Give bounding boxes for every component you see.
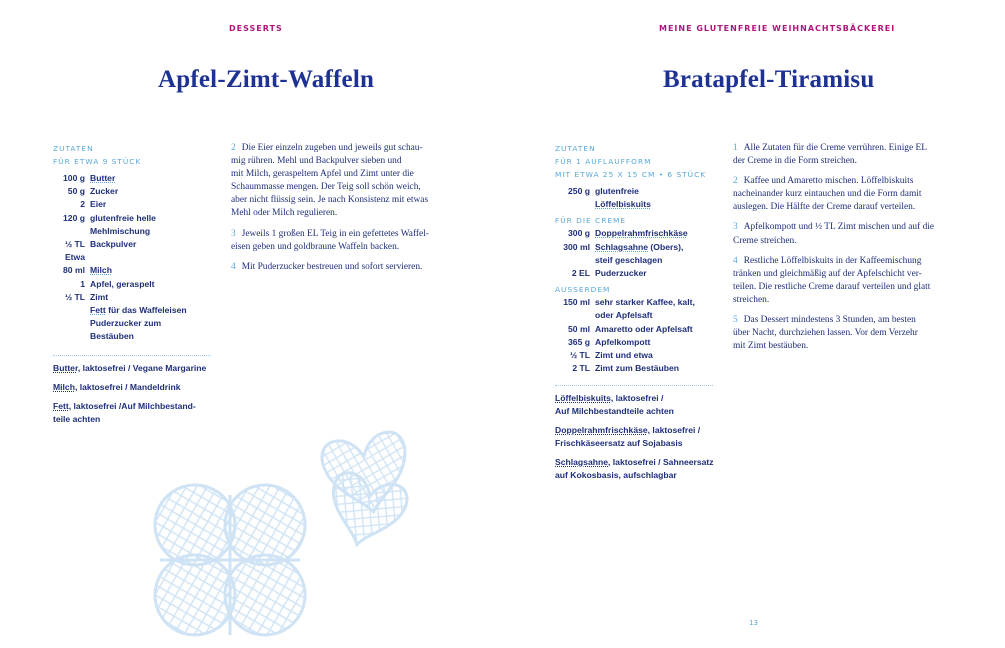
- step-number: 2: [733, 176, 738, 187]
- ingredient-name: Zimt: [90, 291, 109, 302]
- ingredient-row: [57, 278, 187, 291]
- left-recipe-title: Apfel-Zimt-Waffeln: [158, 66, 375, 93]
- ingredient-name: Eier: [90, 199, 107, 210]
- instruction-step: 2 Kaffee und Amaretto mischen. Löffelbiskuits nacheinander kurz eintauchen und die Form damit auslegen. Die Hälfte der Creme darauf verteilen.: [733, 176, 922, 213]
- ingredient-quantity: 300 g: [568, 228, 590, 239]
- ingredient-row: [57, 317, 187, 330]
- ingredient-row: [555, 362, 695, 375]
- ingredient-row: [561, 185, 651, 198]
- ingredient-row: [57, 264, 187, 277]
- ingredient-name: Doppelrahmfrischkäse: [595, 228, 688, 239]
- instruction-step: 2 Die Eier einzeln zugeben und jeweils gut schau- mig rühren. Mehl und Backpulver sieben und mit Milch, geraspeltem Apfel und Zimt unter die Schaummasse mengen. Der Teig soll schön weich, aber nicht flüssig sein. Je nach Konsistenz mit etwas Mehl oder Milch regulieren.: [231, 143, 429, 219]
- page-number: 13: [749, 619, 758, 627]
- ingredient-quantity: 2: [80, 199, 85, 210]
- ingredient-quantity: 50 ml: [568, 323, 590, 334]
- ingredient-quantity: [57, 304, 90, 317]
- ingredients-label: ZUTATEN: [53, 144, 94, 153]
- ingredient-quantity: Etwa: [64, 252, 85, 263]
- note-term: Fett: [53, 400, 69, 411]
- ingredient-row: [555, 254, 688, 267]
- ingredient-quantity: [57, 330, 90, 343]
- right-recipe-title: Bratapfel-Tiramisu: [663, 66, 875, 93]
- ingredient-name: Fett für das Waffeleisen: [90, 305, 187, 316]
- note-term: Löffelbiskuits: [555, 393, 611, 404]
- ingredients-label: ZUTATEN: [555, 144, 596, 153]
- ingredient-list: [561, 185, 651, 211]
- ingredient-name: Butter: [90, 173, 116, 183]
- left-ingredients-block: [53, 142, 223, 432]
- ingredient-quantity: 50 g: [67, 186, 85, 197]
- ingredient-quantity: 365 g: [568, 336, 590, 347]
- ingredient-name: Löffelbiskuits: [595, 199, 651, 210]
- ingredient-name: Amaretto oder Apfelsaft: [595, 323, 693, 334]
- ingredient-name: glutenfreie helle: [90, 212, 156, 223]
- ingredient-name: Zucker: [90, 186, 119, 197]
- ingredient-name: glutenfreie: [595, 186, 639, 196]
- right-instructions: [733, 142, 961, 360]
- cream-label: FÜR DIE CREME: [555, 216, 627, 226]
- ingredient-name: steif geschlagen: [595, 254, 663, 265]
- step-number: 2: [231, 143, 236, 153]
- ingredient-name: Mehlmischung: [90, 225, 151, 236]
- extra-label: AUSSERDEM: [555, 285, 611, 295]
- substitution-note: Doppelrahmfrischkäse, laktosefrei / Frischkäseersatz auf Sojabasis: [555, 425, 701, 449]
- ingredient-row: [555, 336, 695, 349]
- ingredient-quantity: 120 g: [63, 212, 85, 223]
- ingredient-row: [57, 330, 187, 343]
- ingredient-name: Apfelkompott: [595, 336, 651, 347]
- note-term: Schlagsahne: [555, 457, 609, 468]
- ingredient-quantity: [57, 225, 90, 238]
- note-term: Butter: [53, 362, 78, 373]
- servings-size-label: MIT ETWA 25 X 15 CM • 6 STÜCK: [555, 170, 707, 179]
- substitution-notes: [555, 392, 725, 482]
- right-ingredients-block: [555, 142, 725, 488]
- divider: [555, 385, 713, 386]
- left-running-header: DESSERTS: [229, 24, 283, 33]
- substitution-note: Schlagsahne, laktosefrei / Sahneersatz auf Kokosbasis, aufschlagbar: [555, 457, 714, 481]
- ingredient-quantity: [555, 254, 595, 267]
- ingredient-name: Zimt zum Bestäuben: [595, 363, 680, 374]
- servings-label: FÜR ETWA 9 STÜCK: [53, 157, 142, 166]
- heart-waffle-shape: [321, 470, 410, 555]
- ingredient-quantity: 250 g: [568, 186, 590, 196]
- ingredient-row: [561, 198, 651, 211]
- ingredient-name: Bestäuben: [90, 331, 134, 342]
- ingredient-row: [57, 238, 187, 251]
- step-number: 4: [231, 261, 236, 272]
- ingredient-name: Milch: [90, 265, 112, 276]
- substitution-note: Milch, laktosefrei / Mandeldrink: [53, 381, 181, 392]
- ingredient-row: [555, 296, 695, 309]
- ingredient-name: Apfel, geraspelt: [90, 278, 155, 289]
- step-number: 3: [231, 228, 236, 239]
- cream-ingredient-list: [555, 227, 688, 280]
- ingredient-quantity: [561, 198, 595, 211]
- ingredient-row: [555, 267, 688, 280]
- right-running-header: MEINE GLUTENFREIE WEIHNACHTSBÄCKEREI: [659, 24, 896, 33]
- ingredient-quantity: ½ TL: [64, 239, 85, 250]
- ingredient-quantity: 2 TL: [572, 363, 590, 374]
- ingredient-row: [57, 304, 187, 317]
- ingredient-name: [90, 251, 187, 264]
- waffle-illustration: [135, 395, 435, 648]
- step-number: 5: [733, 315, 738, 326]
- extra-ingredient-list: [555, 296, 695, 375]
- note-term: Milch: [53, 381, 75, 392]
- ingredient-row: [555, 349, 695, 362]
- ingredient-name: Puderzucker zum: [90, 318, 162, 329]
- instruction-step: 3 Jeweils 1 großen EL Teig in ein gefettetes Waffel- eisen geben und goldbraune Waffeln backen.: [231, 228, 429, 252]
- ingredient-name: oder Apfelsaft: [595, 310, 653, 321]
- ingredient-quantity: 100 g: [63, 173, 85, 183]
- step-number: 1: [733, 143, 738, 153]
- ingredient-list: [57, 172, 187, 344]
- flower-waffle-shape: [155, 485, 305, 635]
- ingredient-quantity: 1: [80, 278, 85, 289]
- ingredient-quantity: 80 ml: [63, 265, 85, 276]
- step-number: 3: [733, 222, 738, 233]
- right-page: [503, 0, 1005, 648]
- ingredient-row: [555, 241, 688, 254]
- divider: [53, 355, 211, 356]
- ingredient-row: [57, 172, 187, 185]
- ingredient-row: [57, 251, 187, 264]
- instruction-step: 4 Mit Puderzucker bestreuen und sofort servieren.: [231, 261, 423, 272]
- ingredient-quantity: [555, 309, 595, 322]
- ingredient-quantity: [57, 317, 90, 330]
- note-term: Doppelrahmfrischkäse: [555, 425, 648, 436]
- ingredient-quantity: 2 EL: [571, 268, 590, 279]
- ingredient-quantity: 150 ml: [563, 297, 590, 308]
- left-instructions: [231, 142, 456, 281]
- ingredient-quantity: ½ TL: [569, 350, 590, 361]
- substitution-note: Butter, laktosefrei / Vegane Margarine: [53, 362, 207, 373]
- ingredient-name: Zimt und etwa: [595, 350, 653, 361]
- ingredient-row: [555, 227, 688, 240]
- instruction-step: 3 Apfelkompott und ½ TL Zimt mischen und auf die Creme streichen.: [733, 222, 935, 246]
- servings-label: FÜR 1 AUFLAUFFORM: [555, 157, 652, 166]
- ingredient-name: sehr starker Kaffee, kalt,: [595, 297, 695, 308]
- instruction-step: 5 Das Dessert mindestens 3 Stunden, am besten über Nacht, durchziehen lassen. Vor dem Verzehr mit Zimt bestäuben.: [733, 315, 918, 352]
- ingredient-row: [57, 198, 187, 211]
- ingredient-row: [57, 225, 187, 238]
- ingredient-quantity: 300 ml: [563, 241, 590, 252]
- instruction-step: 4 Restliche Löffelbiskuits in der Kaffeemischung tränken und gleichmäßig auf der Apfelschicht ver- teilen. Die restliche Creme darauf verteilen und glatt streichen.: [733, 255, 931, 305]
- ingredient-row: [57, 212, 187, 225]
- ingredient-quantity: ½ TL: [64, 291, 85, 302]
- ingredient-name: Schlagsahne (Obers),: [595, 241, 684, 252]
- left-page: [0, 0, 502, 648]
- ingredient-row: [555, 323, 695, 336]
- ingredient-name: Backpulver: [90, 239, 137, 250]
- ingredient-row: [555, 309, 695, 322]
- substitution-note: Fett, laktosefrei /Auf Milchbestand- teile achten: [53, 400, 196, 424]
- substitution-note: Löffelbiskuits, laktosefrei / Auf Milchbestandteile achten: [555, 393, 674, 417]
- ingredient-row: [57, 291, 187, 304]
- step-number: 4: [733, 255, 738, 266]
- instruction-step: 1 Alle Zutaten für die Creme verrühren. Einige EL der Creme in die Form streichen.: [733, 143, 927, 167]
- ingredient-name: Puderzucker: [595, 268, 647, 279]
- ingredient-row: [57, 185, 187, 198]
